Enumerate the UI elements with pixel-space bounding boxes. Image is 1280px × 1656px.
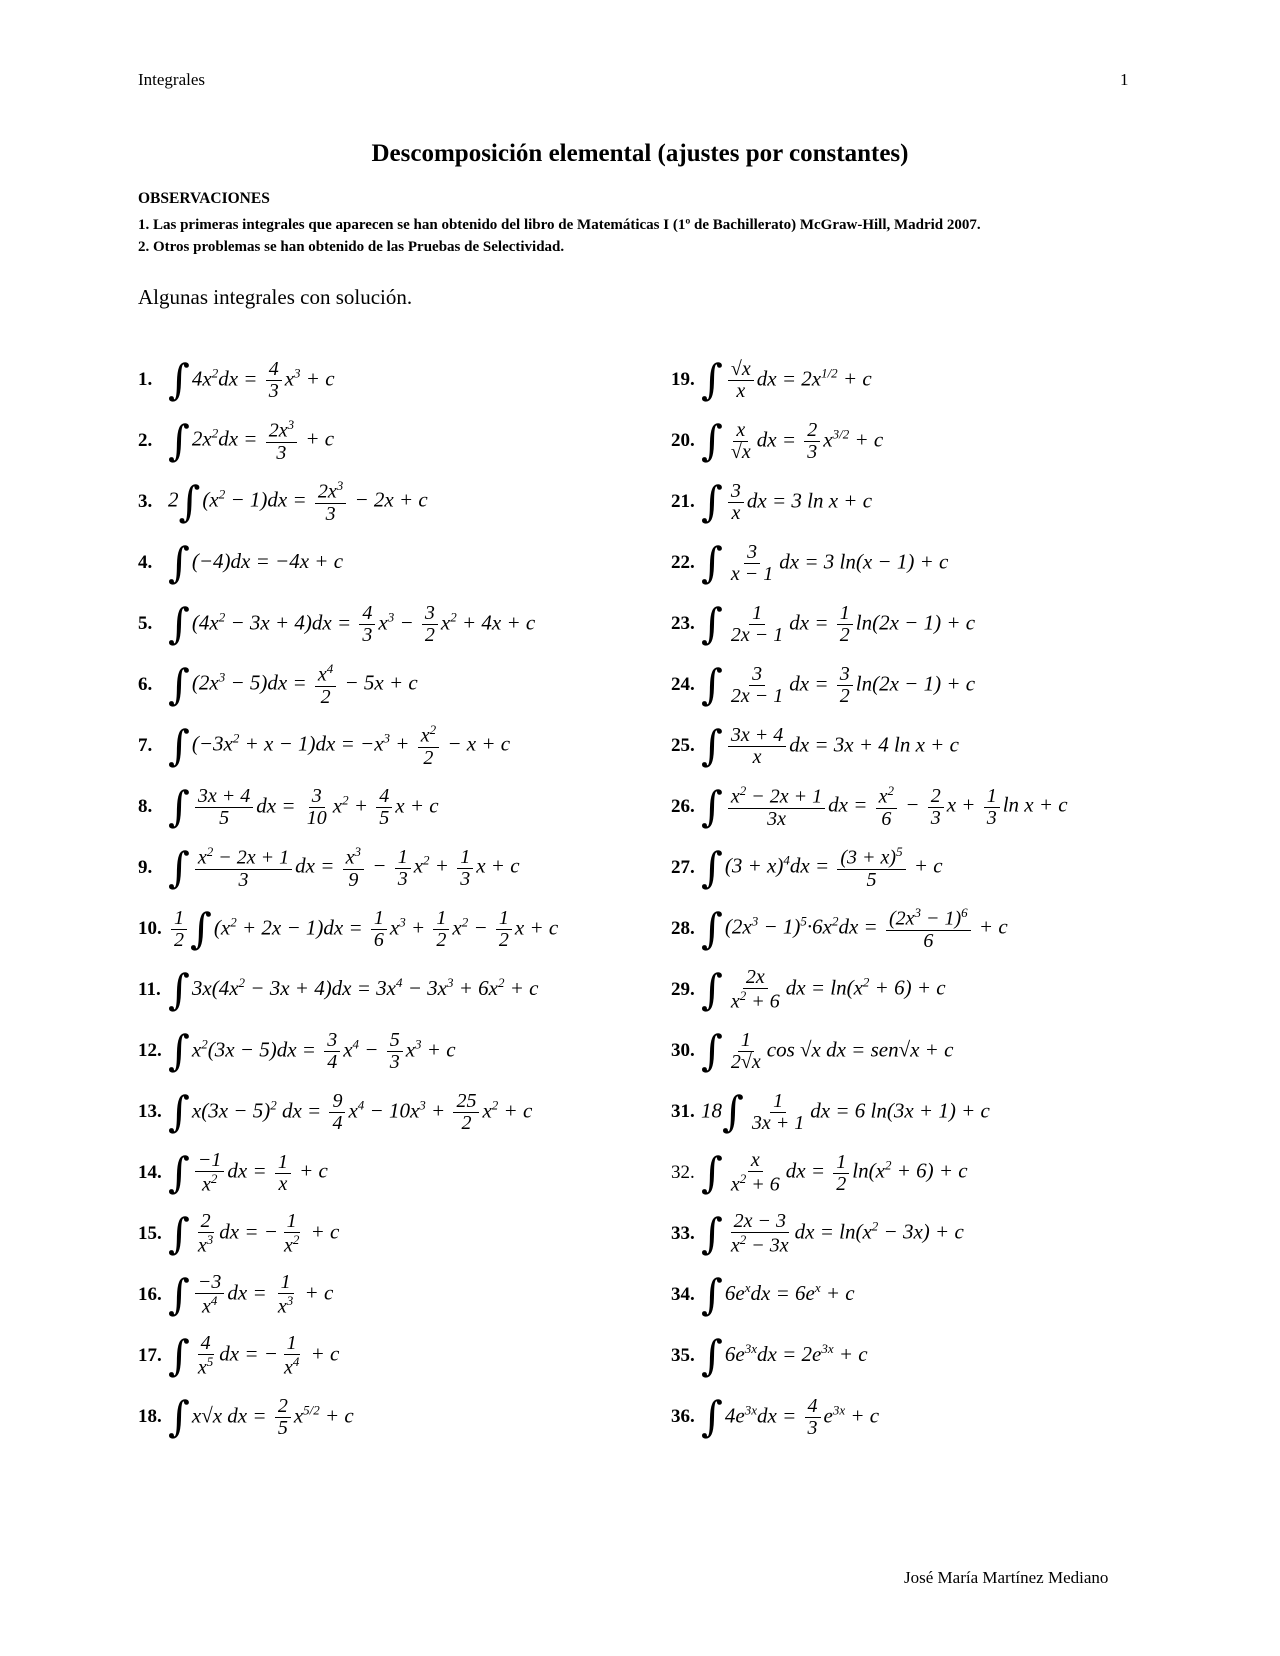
integral-formula: ∫ $\frac{2x}{x^2 + 6}$ dx = $\ln(x^2 + 6) + c$	[701, 965, 946, 1014]
integral-item	[671, 779, 1068, 835]
integral-formula: 18∫ $\frac{1}{3x + 1}$ dx = 6 ln(3x + 1) + c	[701, 1087, 990, 1136]
author-footer: José María Martínez Mediano	[904, 1568, 1109, 1587]
running-header: Integrales	[138, 70, 206, 89]
item-number: 13.	[138, 1101, 162, 1122]
item-number: 11.	[138, 979, 161, 1000]
integral-item	[671, 840, 943, 896]
item-number: 7.	[138, 735, 153, 756]
integral-formula: $\frac{1}{2}$ $\int(x^2 + 2x - 1)dx$ = $\frac{1}{6}$ $x^3$ + $\frac{1}{2}$ $x^2$ − $\frac{1}{2}$ x + c	[168, 908, 558, 951]
integral-formula: ∫ $\frac{x^2 - 2x + 1}{3x}$ dx = $\frac{x^2}{6}$ − $\frac{2}{3}$ x + $\frac{1}{3}$ ln x + c	[701, 782, 1068, 831]
item-number: 29.	[671, 979, 695, 1000]
integral-item	[671, 352, 872, 408]
integral-formula: ∫ $\frac{3}{2x - 1}$ dx = $\frac{3}{2}$ ln(2x − 1) + c	[701, 660, 976, 709]
integral-formula: ∫ $\frac{1}{2√x}$ cos √x dx = sen√x + c	[701, 1026, 954, 1075]
integral-formula: ∫ $\frac{√x}{x}$ dx = $2x^{1/2} + c$	[701, 355, 872, 404]
item-number: 6.	[138, 674, 153, 695]
integral-formula: ∫ $\frac{-1}{x^2}$ dx = $\frac{1}{x}$ + c	[168, 1148, 328, 1197]
integral-formula: $\int 6e^{3x}dx = 2e^{3x} + c$	[701, 1331, 868, 1380]
item-number: 28.	[671, 918, 695, 939]
integral-formula: ∫ $\frac{x^2 - 2x + 1}{3}$ dx = $\frac{x^3}{9}$ − $\frac{1}{3}$ $x^2$ + $\frac{1}{3}$ x + c	[168, 843, 520, 892]
integral-item	[138, 1145, 328, 1201]
integral-formula: $\int 4e^{3x}dx$ = $\frac{4}{3}$ $e^{3x} + c$	[701, 1392, 880, 1441]
integral-item	[671, 1084, 990, 1140]
integral-item	[671, 1145, 968, 1201]
item-number: 25.	[671, 735, 695, 756]
integral-formula: ∫(−4)dx = −4x + c	[168, 538, 344, 587]
integral-formula: ∫ $\frac{x}{x^2 + 6}$ dx = $\frac{1}{2}$ $\ln(x^2 + 6) + c$	[701, 1148, 968, 1197]
integral-item	[138, 657, 418, 713]
integral-formula: $\int 3x(4x^2 - 3x + 4)dx = 3x^4 - 3x^3 + 6x^2 + c$	[168, 965, 539, 1014]
integral-item	[671, 718, 959, 774]
observations-heading: OBSERVACIONES	[138, 190, 270, 207]
item-number: 10.	[138, 918, 162, 939]
item-number: 35.	[671, 1345, 695, 1366]
item-number: 17.	[138, 1345, 162, 1366]
item-number: 18.	[138, 1406, 162, 1427]
item-number: 12.	[138, 1040, 162, 1061]
integral-item	[671, 1389, 879, 1445]
item-number: 30.	[671, 1040, 695, 1061]
integral-formula: ∫ $\frac{3}{x}$ dx = 3 ln x + c	[701, 477, 873, 526]
integral-item	[138, 1206, 339, 1262]
integral-item	[671, 1023, 953, 1079]
integral-formula: $\int x(3x - 5)^2$ dx = $\frac{9}{4}$ $x^4 - 10x^3$ + $\frac{25}{2}$ $x^2 + c$	[168, 1087, 533, 1136]
integral-item	[138, 962, 539, 1018]
page-number: 1	[1120, 70, 1129, 89]
integral-item	[138, 596, 535, 652]
integral-item	[671, 413, 883, 469]
integral-item	[138, 901, 558, 957]
page-title: Descomposición elemental (ajustes por constantes)	[371, 140, 909, 167]
integral-item	[138, 718, 510, 774]
integral-item	[138, 779, 439, 835]
integral-item	[138, 352, 335, 408]
item-number: 5.	[138, 613, 153, 634]
item-number: 21.	[671, 491, 695, 512]
integral-formula: $\int(-3x^2 + x - 1)dx = -x^3$ + $\frac{x^2}{2}$ − x + c	[168, 721, 511, 770]
integral-item	[138, 1389, 354, 1445]
integral-item	[138, 1267, 333, 1323]
integral-formula: ∫x√x dx = $\frac{2}{5}$ $x^{5/2} + c$	[168, 1392, 354, 1441]
item-number: 9.	[138, 857, 153, 878]
integral-item	[671, 1206, 964, 1262]
item-number: 32.	[671, 1162, 695, 1183]
integral-formula: $\int(3 + x)^4dx$ = $\frac{(3 + x)^5}{5}$ + c	[701, 843, 943, 892]
integral-formula: $\int 6e^xdx = 6e^x + c$	[701, 1270, 855, 1319]
integral-formula: $\int 2x^2dx$ = $\frac{2x^3}{3}$ + c	[168, 416, 335, 465]
integral-formula: $2\int(x^2 - 1)dx$ = $\frac{2x^3}{3}$ − 2x + c	[168, 477, 428, 526]
integral-formula: ∫ $\frac{4}{x^5}$ dx = − $\frac{1}{x^4}$ + c	[168, 1331, 340, 1380]
item-number: 22.	[671, 552, 695, 573]
integral-formula: $\int(4x^2 - 3x + 4)dx$ = $\frac{4}{3}$ $x^3$ − $\frac{3}{2}$ $x^2 + 4x + c$	[168, 599, 536, 648]
observation-1: 1. Las primeras integrales que aparecen se han obtenido del libro de Matemáticas I (1º de Bachillerato) McGraw-Hill, Madrid 2007.	[138, 217, 981, 233]
integral-item	[671, 474, 872, 530]
integral-formula: ∫ $\frac{x}{√x}$ dx = $\frac{2}{3}$ $x^{3/2} + c$	[701, 416, 884, 465]
integral-item	[671, 596, 975, 652]
integral-formula: $\int x^2(3x - 5)dx$ = $\frac{3}{4}$ $x^4$ − $\frac{5}{3}$ $x^3 + c$	[168, 1026, 456, 1075]
item-number: 33.	[671, 1223, 695, 1244]
integral-item	[138, 413, 334, 469]
integral-item	[671, 535, 948, 591]
integral-item	[671, 962, 946, 1018]
integral-formula: $\int(2x^3 - 5)dx$ = $\frac{x^4}{2}$ − 5x + c	[168, 660, 418, 709]
section-subtitle: Algunas integrales con solución.	[138, 285, 413, 309]
integral-item	[671, 1328, 868, 1384]
integral-item	[138, 840, 520, 896]
integral-formula: ∫ $\frac{3x + 4}{x}$ dx = 3x + 4 ln x + c	[701, 721, 959, 770]
integral-item	[138, 535, 343, 591]
item-number: 15.	[138, 1223, 162, 1244]
item-number: 24.	[671, 674, 695, 695]
integral-item	[138, 1328, 339, 1384]
item-number: 36.	[671, 1406, 695, 1427]
item-number: 26.	[671, 796, 695, 817]
integral-formula: $\int 4x^2dx$ = $\frac{4}{3}$ $x^3 + c$	[168, 355, 335, 404]
integral-item	[671, 1267, 855, 1323]
item-number: 16.	[138, 1284, 162, 1305]
item-number: 4.	[138, 552, 153, 573]
item-number: 31.	[671, 1101, 695, 1122]
item-number: 23.	[671, 613, 695, 634]
item-number: 2.	[138, 430, 153, 451]
integral-item	[138, 1023, 456, 1079]
integral-formula: ∫ $\frac{-3}{x^4}$ dx = $\frac{1}{x^3}$ + c	[168, 1270, 334, 1319]
integral-item	[671, 657, 975, 713]
item-number: 20.	[671, 430, 695, 451]
item-number: 27.	[671, 857, 695, 878]
item-number: 19.	[671, 369, 695, 390]
item-number: 8.	[138, 796, 153, 817]
item-number: 3.	[138, 491, 153, 512]
integral-formula: $\int(2x^3 - 1)^5\cdot 6x^2dx$ = $\frac{(2x^3 - 1)^6}{6}$ + c	[701, 904, 1008, 953]
item-number: 1.	[138, 369, 153, 390]
item-number: 34.	[671, 1284, 695, 1305]
integral-formula: ∫ $\frac{3}{x - 1}$ dx = 3 ln(x − 1) + c	[701, 538, 949, 587]
integral-item	[671, 901, 1008, 957]
integral-formula: ∫ $\frac{3x + 4}{5}$ dx = $\frac{3}{10}$ $x^2$ + $\frac{4}{5}$ x + c	[168, 782, 439, 831]
observation-2: 2. Otros problemas se han obtenido de las Pruebas de Selectividad.	[138, 239, 565, 255]
integral-formula: ∫ $\frac{2x - 3}{x^2 - 3x}$ dx = $\ln(x^2 - 3x) + c$	[701, 1209, 964, 1258]
integral-item	[138, 474, 428, 530]
integral-item	[138, 1084, 532, 1140]
item-number: 14.	[138, 1162, 162, 1183]
integral-formula: ∫ $\frac{1}{2x - 1}$ dx = $\frac{1}{2}$ ln(2x − 1) + c	[701, 599, 976, 648]
integral-formula: ∫ $\frac{2}{x^3}$ dx = − $\frac{1}{x^2}$ + c	[168, 1209, 340, 1258]
